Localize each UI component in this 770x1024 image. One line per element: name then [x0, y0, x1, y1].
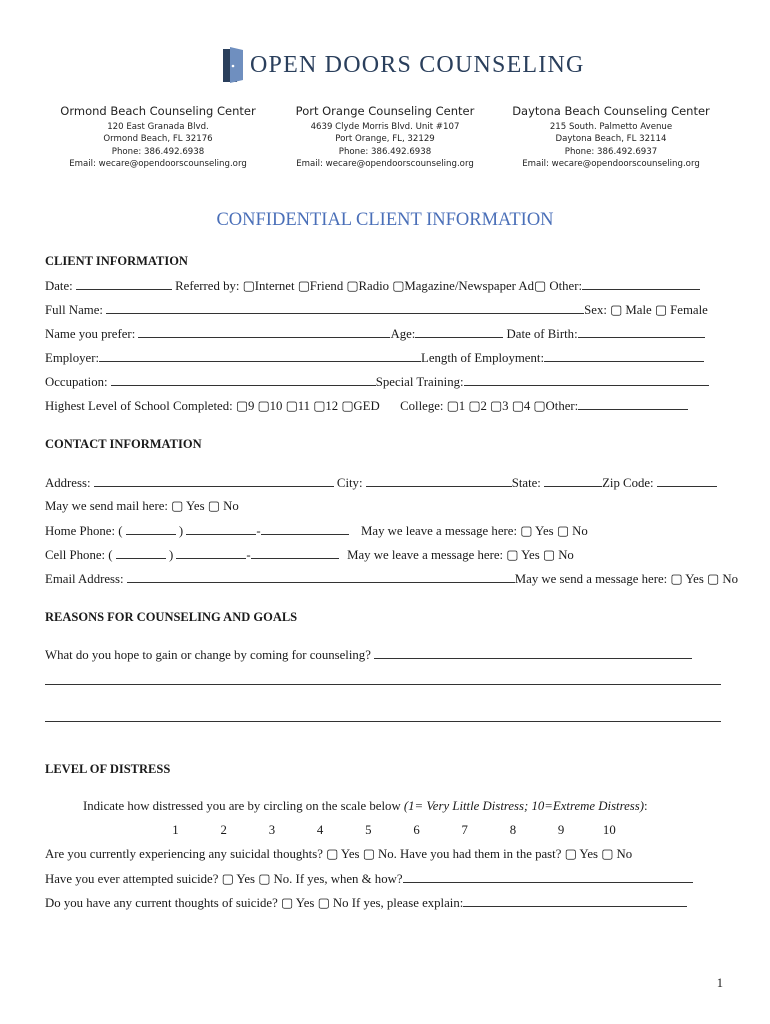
office-name: Ormond Beach Counseling Center	[60, 104, 256, 118]
scale-option[interactable]: 7	[461, 823, 468, 837]
cell-phone-row	[45, 547, 574, 563]
reasons-answer-field[interactable]	[374, 647, 692, 659]
date-label: Date:	[45, 279, 73, 293]
occupation-row	[45, 374, 709, 390]
office-address1: 4639 Clyde Morris Blvd. Unit #107	[310, 122, 460, 132]
college-label: College: ▢1 ▢2 ▢3 ▢4 ▢Other:	[400, 399, 579, 413]
scale-option[interactable]: 8	[509, 823, 517, 837]
reasons-question: What do you hope to gain or change by coming for counseling?	[45, 648, 371, 662]
contact-info-heading: CONTACT INFORMATION	[45, 437, 202, 451]
employer-row	[45, 350, 704, 366]
mail-row	[45, 499, 239, 514]
age-field[interactable]	[415, 326, 503, 338]
attempt-field[interactable]	[403, 871, 693, 883]
scale-option[interactable]: 1	[172, 823, 179, 837]
client-info-heading: CLIENT INFORMATION	[45, 254, 188, 268]
office-phone: Phone: 386.492.6938	[111, 146, 205, 157]
state-field[interactable]	[544, 475, 602, 487]
dob-field[interactable]	[578, 326, 705, 338]
age-label: Age:	[390, 327, 416, 341]
suicidal-row	[45, 847, 632, 862]
zip-field[interactable]	[657, 475, 717, 487]
prefer-row	[45, 326, 705, 342]
reasons-answer-line[interactable]	[45, 684, 721, 685]
home-prefix-field[interactable]	[186, 523, 256, 535]
office-email: Email: wecare@opendoorscounseling.org	[296, 158, 474, 169]
office-name: Port Orange Counseling Center	[295, 104, 475, 118]
address-row	[45, 475, 717, 491]
full-name-row	[45, 302, 708, 318]
city-field[interactable]	[366, 475, 512, 487]
employer-label: Employer:	[45, 351, 100, 365]
distress-scale	[153, 823, 632, 838]
school-row	[45, 398, 688, 414]
logo-text: OPEN DOORS COUNSELING	[250, 51, 585, 78]
home-line-field[interactable]	[261, 523, 349, 535]
current-field[interactable]	[463, 895, 687, 907]
school-label: Highest Level of School Completed: ▢9 ▢10 ▢11 ▢12 ▢GED	[45, 399, 380, 413]
dash: -	[256, 524, 261, 538]
date-field[interactable]	[76, 278, 172, 290]
training-label: Special Training:	[375, 375, 464, 389]
address-label: Address:	[45, 476, 91, 490]
attempt-question: Have you ever attempted suicide? ▢ Yes ▢ No. If yes, when & how?	[45, 872, 403, 886]
office-address1: 120 East Granada Blvd.	[107, 122, 209, 132]
zip-label: Zip Code:	[602, 476, 654, 490]
current-row	[45, 895, 687, 911]
scale-option[interactable]: 9	[557, 823, 565, 837]
prefer-field[interactable]	[138, 326, 390, 338]
office-address2: Ormond Beach, FL 32176	[103, 134, 213, 145]
email-row	[45, 571, 738, 587]
home-msg-label: May we leave a message here: ▢ Yes ▢ No	[361, 524, 588, 538]
cell-msg-label: May we leave a message here: ▢ Yes ▢ No	[347, 548, 574, 562]
office-address2: Port Orange, FL, 32129	[335, 134, 435, 145]
referred-label: Referred by: ▢Internet ▢Friend ▢Radio ▢Magazine/Newspaper Ad▢ Other:	[175, 279, 583, 293]
office-email: Email: wecare@opendoorscounseling.org	[69, 158, 247, 169]
attempt-row	[45, 871, 693, 887]
scale-option[interactable]: 5	[365, 823, 372, 837]
cell-phone-label: Cell Phone: (	[45, 548, 113, 562]
email-label: Email Address:	[45, 572, 124, 586]
scale-option[interactable]: 2	[220, 823, 227, 837]
referred-other-field[interactable]	[582, 278, 700, 290]
college-other-field[interactable]	[578, 398, 688, 410]
reasons-heading: REASONS FOR COUNSELING AND GOALS	[45, 610, 298, 624]
home-phone-label: Home Phone: (	[45, 524, 123, 538]
distress-scale-legend: (1= Very Little Distress; 10=Extreme Distress)	[403, 799, 645, 813]
distress-heading: LEVEL OF DISTRESS	[45, 762, 171, 776]
office-phone: Phone: 386.492.6937	[564, 146, 658, 157]
scale-option[interactable]: 10	[602, 823, 616, 837]
current-question: Do you have any current thoughts of suicide? ▢ Yes ▢ No If yes, please explain:	[45, 896, 464, 910]
home-area-field[interactable]	[126, 523, 176, 535]
occupation-label: Occupation:	[45, 375, 108, 389]
office-port-orange	[267, 104, 503, 170]
full-name-label: Full Name:	[45, 303, 103, 317]
form-title: CONFIDENTIAL CLIENT INFORMATION	[216, 210, 554, 230]
paren-close: )	[178, 524, 184, 538]
email-field[interactable]	[127, 571, 515, 583]
distress-instruction: Indicate how distressed you are by circling on the scale below	[83, 799, 401, 813]
logo	[222, 45, 585, 85]
dash: -	[246, 548, 251, 562]
scale-option[interactable]: 6	[413, 823, 420, 837]
office-address1: 215 South. Palmetto Avenue	[549, 122, 673, 132]
home-phone-row	[45, 523, 588, 539]
reasons-answer-line[interactable]	[45, 721, 721, 722]
state-label: State:	[511, 476, 541, 490]
employer-field[interactable]	[99, 350, 421, 362]
cell-prefix-field[interactable]	[176, 547, 246, 559]
city-label: City:	[336, 476, 363, 490]
scale-option[interactable]: 3	[268, 823, 276, 837]
email-msg-label: May we send a message here: ▢ Yes ▢ No	[514, 572, 738, 586]
full-name-field[interactable]	[106, 302, 584, 314]
length-field[interactable]	[544, 350, 704, 362]
mail-label: May we send mail here: ▢ Yes ▢ No	[45, 499, 239, 513]
door-icon	[222, 46, 244, 84]
instruction-colon: :	[644, 799, 648, 813]
office-email: Email: wecare@opendoorscounseling.org	[522, 158, 700, 169]
address-field[interactable]	[94, 475, 334, 487]
office-phone: Phone: 386.492.6938	[338, 146, 432, 157]
training-field[interactable]	[464, 374, 709, 386]
office-daytona	[493, 104, 729, 170]
dob-label: Date of Birth:	[506, 327, 578, 341]
cell-line-field[interactable]	[251, 547, 339, 559]
date-row	[45, 278, 700, 294]
paren-close: )	[168, 548, 174, 562]
cell-area-field[interactable]	[116, 547, 166, 559]
length-label: Length of Employment:	[421, 351, 545, 365]
scale-option[interactable]: 4	[316, 823, 324, 837]
office-name: Daytona Beach Counseling Center	[512, 104, 710, 118]
prefer-label: Name you prefer:	[45, 327, 136, 341]
office-ormond	[40, 104, 276, 170]
reasons-question-row	[45, 647, 692, 663]
occupation-field[interactable]	[111, 374, 376, 386]
page-number: 1	[716, 976, 723, 990]
office-address2: Daytona Beach, FL 32114	[555, 134, 667, 145]
sex-label: Sex: ▢ Male ▢ Female	[584, 303, 708, 317]
suicidal-question: Are you currently experiencing any suicidal thoughts? ▢ Yes ▢ No. Have you had them in the past? ▢ Yes ▢ No	[45, 847, 633, 861]
distress-instruction-row	[83, 799, 648, 814]
